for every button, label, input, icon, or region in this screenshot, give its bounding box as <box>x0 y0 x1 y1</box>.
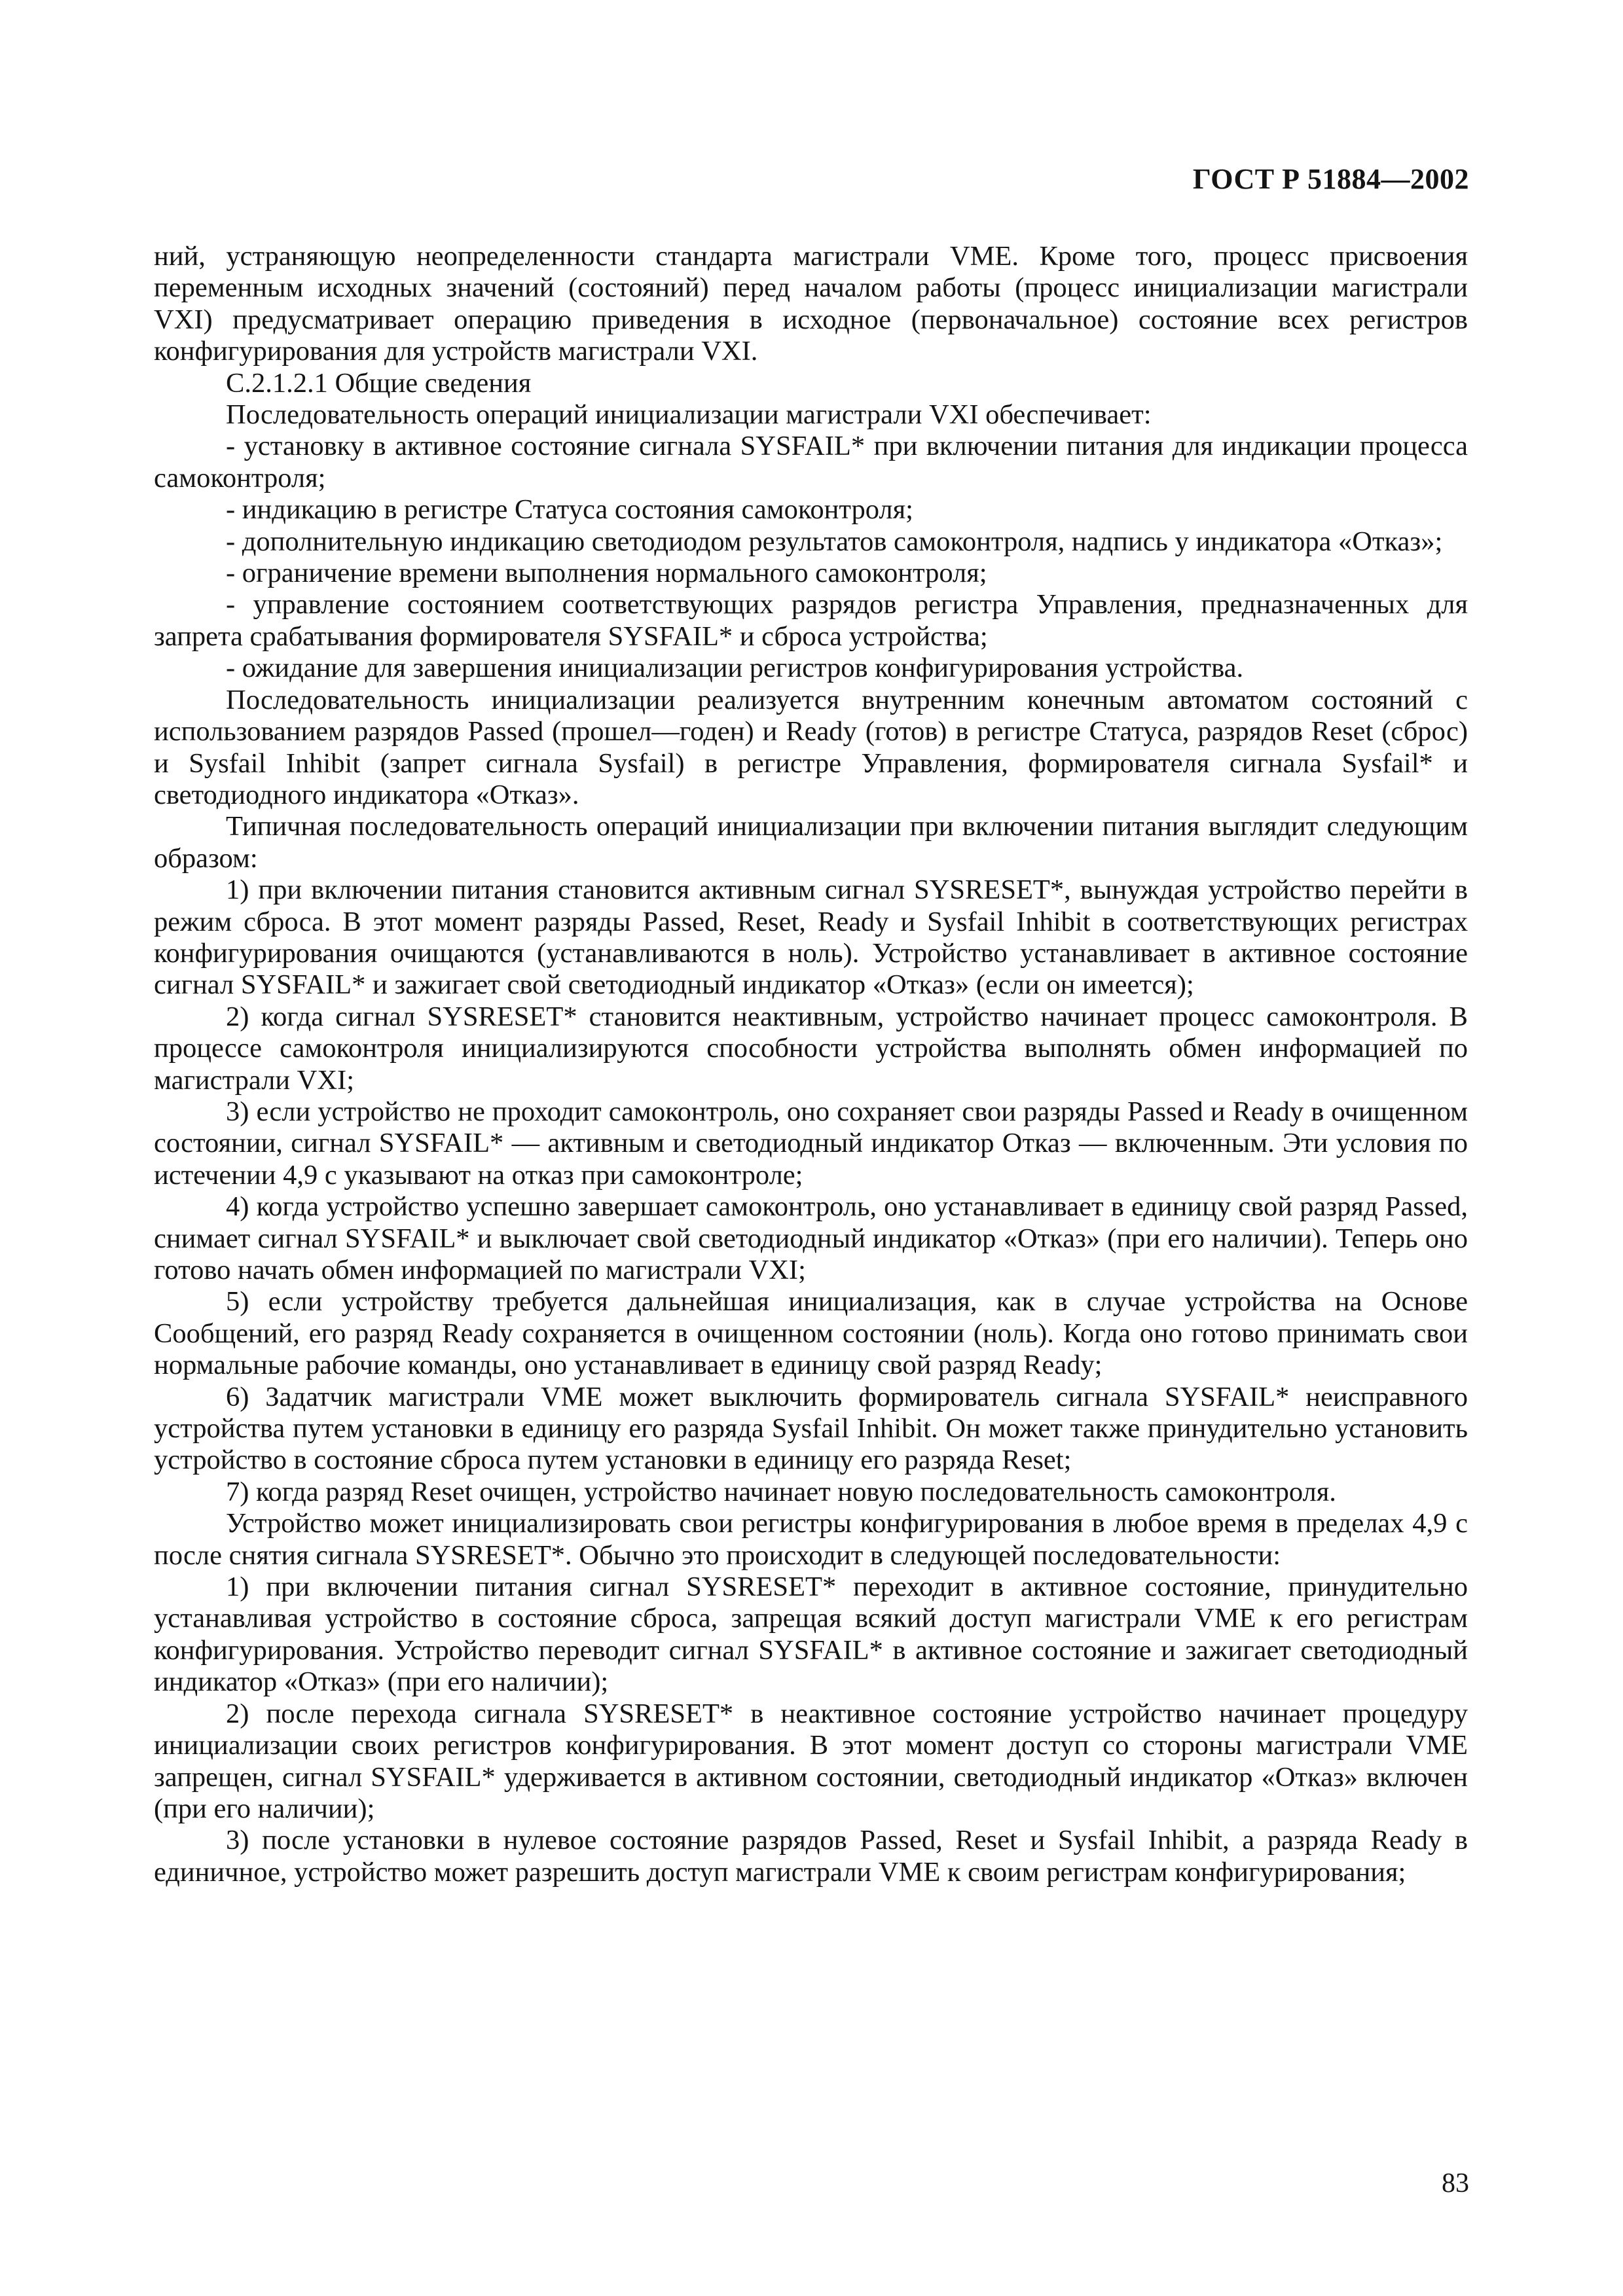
numbered-item: 7) когда разряд Reset очищен, устройство начинает новую последовательность самоконтроля. <box>226 1476 1336 1507</box>
numbered-item: 1) при включении питания становится активным сигнал SYSRESET*, вынуждая устройство перейти в режим сброса. В этот момент разряды Passed, Reset, Ready и Sysfail Inhibit в соответствующих регистрах конфигурирования очищаются (устанавливаются в ноль). Устройство устанавливает в активное состояние сигнал SYSFAIL* и зажигает свой светодиодный индикатор «Отказ» (если он имеется); <box>154 874 1468 1001</box>
list-item: - индикацию в регистре Статуса состояния самоконтроля; <box>226 494 913 526</box>
list-item: - ограничение времени выполнения нормального самоконтроля; <box>226 558 987 589</box>
numbered-item: 6) Задатчик магистрали VME может выключить формирователь сигнала SYSFAIL* неисправного устройства путем установки в единицу его разряда Sysfail Inhibit. Он может также принудительно установить устройство в состояние сброса путем установки в единицу его разряда Reset; <box>154 1381 1468 1476</box>
paragraph: Последовательность инициализации реализуется внутренним конечным автоматом состояний с использованием разрядов Passed (прошел—годен) и Ready (готов) в регистре Статуса, разрядов Reset (сброс) и Sysfail Inhibit (запрет сигнала Sysfail) в регистре Управления, формирователя сигнала Sysfail* и светодиодного индикатора «Отказ». <box>154 684 1468 810</box>
paragraph: Типичная последовательность операций инициализации при включении питания выглядит следующим образом: <box>154 811 1468 874</box>
paragraph: Последовательность операций инициализации магистрали VXI обеспечивает: <box>226 399 1152 431</box>
numbered-item: 4) когда устройство успешно завершает самоконтроль, оно устанавливает в единицу свой разряд Passed, снимает сигнал SYSFAIL* и выключает свой светодиодный индикатор «Отказ» (при его наличии). Теперь оно готово начать обмен информацией по магистрали VXI; <box>154 1191 1468 1285</box>
list-item: - ожидание для завершения инициализации регистров конфигурирования устройства. <box>226 653 1244 684</box>
paragraph: Устройство может инициализировать свои регистры конфигурирования в любое время в пределах 4,9 с после снятия сигнала SYSRESET*. Обычно это происходит в следующей последовательности: <box>154 1508 1468 1571</box>
paragraph: ний, устраняющую неопределенности стандарта магистрали VME. Кроме того, процесс присвоения переменным исходных значений (состояний) перед началом работы (процесс инициализации магистрали VXI) предусматривает операцию приведения в исходное (первоначальное) состояние всех регистров конфигурирования для устройств магистрали VXI. <box>154 241 1468 367</box>
numbered-item: 5) если устройству требуется дальнейшая инициализация, как в случае устройства на Основе Сообщений, его разряд Ready сохраняется в очищенном состоянии (ноль). Когда оно готово принимать свои нормальные рабочие команды, оно устанавливает в единицу свой разряд Ready; <box>154 1286 1468 1381</box>
numbered-item: 2) когда сигнал SYSRESET* становится неактивным, устройство начинает процесс самоконтроля. В процессе самоконтроля инициализируются способности устройства выполнять обмен информацией по магистрали VXI; <box>154 1001 1468 1096</box>
list-item: - дополнительную индикацию светодиодом результатов самоконтроля, надпись у индикатора «Отказ»; <box>226 526 1443 557</box>
numbered-item: 3) после установки в нулевое состояние разрядов Passed, Reset и Sysfail Inhibit, а разряда Ready в единичное, устройство может разрешить доступ магистрали VME к своим регистрам конфигурирования; <box>154 1825 1468 1888</box>
numbered-item: 2) после перехода сигнала SYSRESET* в неактивное состояние устройство начинает процедуру инициализации своих регистров конфигурирования. В этот момент доступ со стороны магистрали VME запрещен, сигнал SYSFAIL* удерживается в активном состоянии, светодиодный индикатор «Отказ» включен (при его наличии); <box>154 1698 1468 1824</box>
page-number: 83 <box>1442 2168 1469 2198</box>
list-item: - управление состоянием соответствующих разрядов регистра Управления, предназначенных для запрета срабатывания формирователя SYSFAIL* и сброса устройства; <box>154 589 1468 652</box>
numbered-item: 1) при включении питания сигнал SYSRESET* переходит в активное состояние, принудительно устанавливая устройство в состояние сброса, запрещая всякий доступ магистрали VME к его регистрам конфигурирования. Устройство переводит сигнал SYSFAIL* в активное состояние и зажигает светодиодный индикатор «Отказ» (при его наличии); <box>154 1571 1468 1698</box>
numbered-item: 3) если устройство не проходит самоконтроль, оно сохраняет свои разряды Passed и Ready в очищенном состоянии, сигнал SYSFAIL* — активным и светодиодный индикатор Отказ — включенным. Эти условия по истечении 4,9 с указывают на отказ при самоконтроле; <box>154 1096 1468 1191</box>
section-heading: С.2.1.2.1 Общие сведения <box>226 367 532 399</box>
standard-header: ГОСТ Р 51884—2002 <box>1192 163 1469 195</box>
list-item: - установку в активное состояние сигнала SYSFAIL* при включении питания для индикации процесса самоконтроля; <box>154 431 1468 493</box>
body-text <box>154 241 1468 1888</box>
